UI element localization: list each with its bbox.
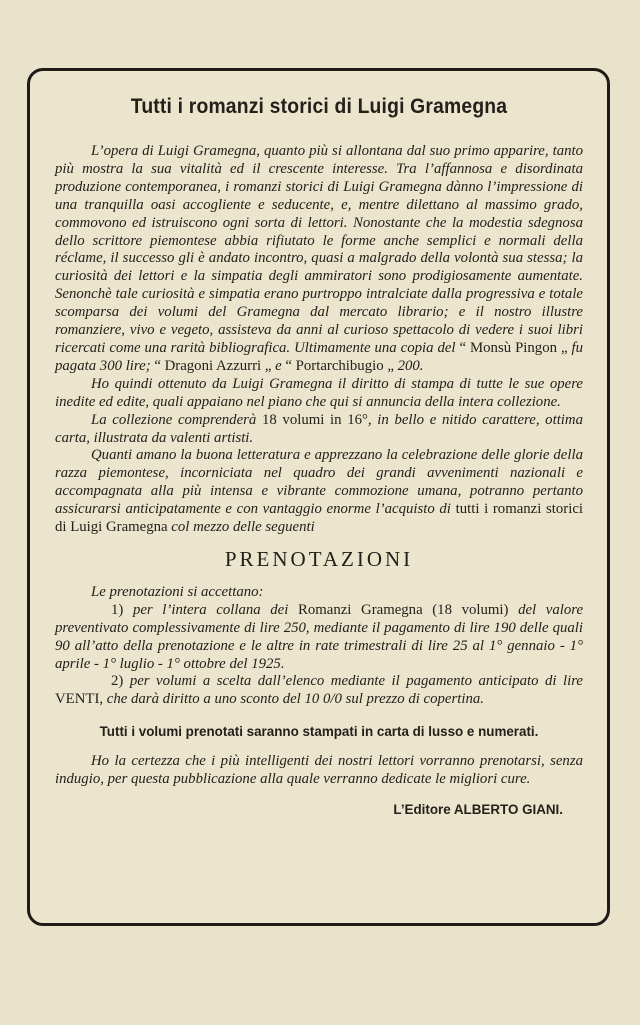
closing-paragraph: Ho la certezza che i più intelligenti dei nostri lettori vorranno prenotarsi, senza indugio, per questa pubblicazione alla quale verranno dedicate le migliori cure. (55, 753, 583, 788)
page-title: Tutti i romanzi storici di Luigi Gramegna (130, 95, 508, 118)
paragraph-intro-text: L’opera di Luigi Gramegna, quanto più si allontana dal suo primo apparire, tanto più mostra la sua vitalità ed il crescente interesse. Tra l’affannosa e disordinata produzione contemporanea, i romanzi storici di Luigi Gramegna dànno l’impressione di una tranquilla oasi accogliente e seducente, e, mentre dilettano al massimo grado, commovono ed istruiscono ogni sorta di lettori. Nonostante che la modestia sdegnosa dello scrittore piemontese abbia rifiutato le forme anche semplici e normali della réclame, il successo gli è andato incontro, quasi a malgrado della volontà sua stessa; la curiosità dei lettori e la simpatia degli ammiratori sono prodigiosamente aumentate. Senonchè tale curiosità e simpatia erano purtroppo intralciate dalla progressiva e totale scomparsa dei volumi del Gramegna dal mercato librario; e il nostro illustre romanziere, vivo e vegeto, assisteva da anni al curioso spettacolo di vedere i suoi libri ricercati come una rarità bibliografica. Ultimamente una copia del (55, 143, 583, 356)
collection-text-c: , in bello e nitido carattere, ottima carta, illustrata da valenti artisti. (55, 411, 584, 446)
option-2-text-a: per volumi a scelta dall’elenco mediante il pagamento anticipato di lire (129, 673, 583, 690)
option-1 (55, 602, 583, 674)
offer-text-c: col mezzo delle seguenti (171, 519, 315, 536)
option-2-price: VENTI, (55, 691, 104, 708)
paragraph-offer (55, 447, 583, 537)
option-1-text-c: del valore preventivato complessivamente di lire 250, mediante il pagamento di lire 190 delle quali 90 all’atto della prenotazione e le altre in rate trimestrali di lire 25 al 1° gennaio - 1° aprile - 1° luglio - 1° ottobre del 1925. (55, 601, 584, 672)
option-1-number: 1) (111, 601, 124, 618)
luxury-paper-note: Tutti i volumi prenotati saranno stampati in carta di lusso e numerati. (99, 724, 539, 740)
option-1-text-a: per l’intera collana dei (132, 601, 289, 618)
option-2-number: 2) (111, 673, 124, 690)
paragraph-intro (55, 143, 583, 376)
conjunction: e (275, 357, 282, 374)
paragraph-rights: Ho quindi ottenuto da Luigi Gramegna il diritto di stampa di tutte le sue opere inedite ed edite, quali appaiano nel piano che qui si annuncia della intera collezione. (55, 375, 583, 410)
publisher-signature: L’Editore ALBERTO GIANI. (393, 802, 563, 817)
price-note-1: fu pagata 300 lire; (55, 339, 583, 374)
paragraph-collection (55, 412, 583, 448)
option-2 (55, 673, 583, 709)
offer-text-a: Quanti amano la buona letteratura e apprezzano la celebrazione delle glorie della razza piemontese, incorniciata nel quadro dei grandi avvenimenti nazionali e accompagnata alla più intensa e vibrante commozione umana, potranno pertanto assicurarsi anticipatamente e con vantaggio enorme l’acquisto di (55, 447, 583, 518)
announcement-content (55, 93, 583, 819)
option-2-text-c: che darà diritto a uno sconto del 10 0/0 sul prezzo di copertina. (106, 691, 484, 708)
quoted-title-dragoni-azzurri: “ Dragoni Azzurri „ (154, 357, 272, 374)
quoted-title-portarchibugio: “ Portarchibugio „ (285, 357, 394, 374)
prenotazioni-intro: Le prenotazioni si accettano: (91, 583, 264, 600)
section-title-prenotazioni: PRENOTAZIONI (224, 546, 414, 571)
option-1-series: Romanzi Gramegna (18 volumi) (297, 601, 509, 618)
quoted-title-monsu-pingon: “ Monsù Pingon „ (459, 339, 568, 356)
offer-series-name: tutti i romanzi storici di Luigi Gramegna (55, 501, 583, 536)
collection-format: 18 volumi in 16° (261, 411, 368, 428)
collection-text-a: La collezione comprenderà (91, 411, 257, 428)
page-frame (27, 68, 610, 926)
price-note-2: 200. (397, 357, 424, 374)
